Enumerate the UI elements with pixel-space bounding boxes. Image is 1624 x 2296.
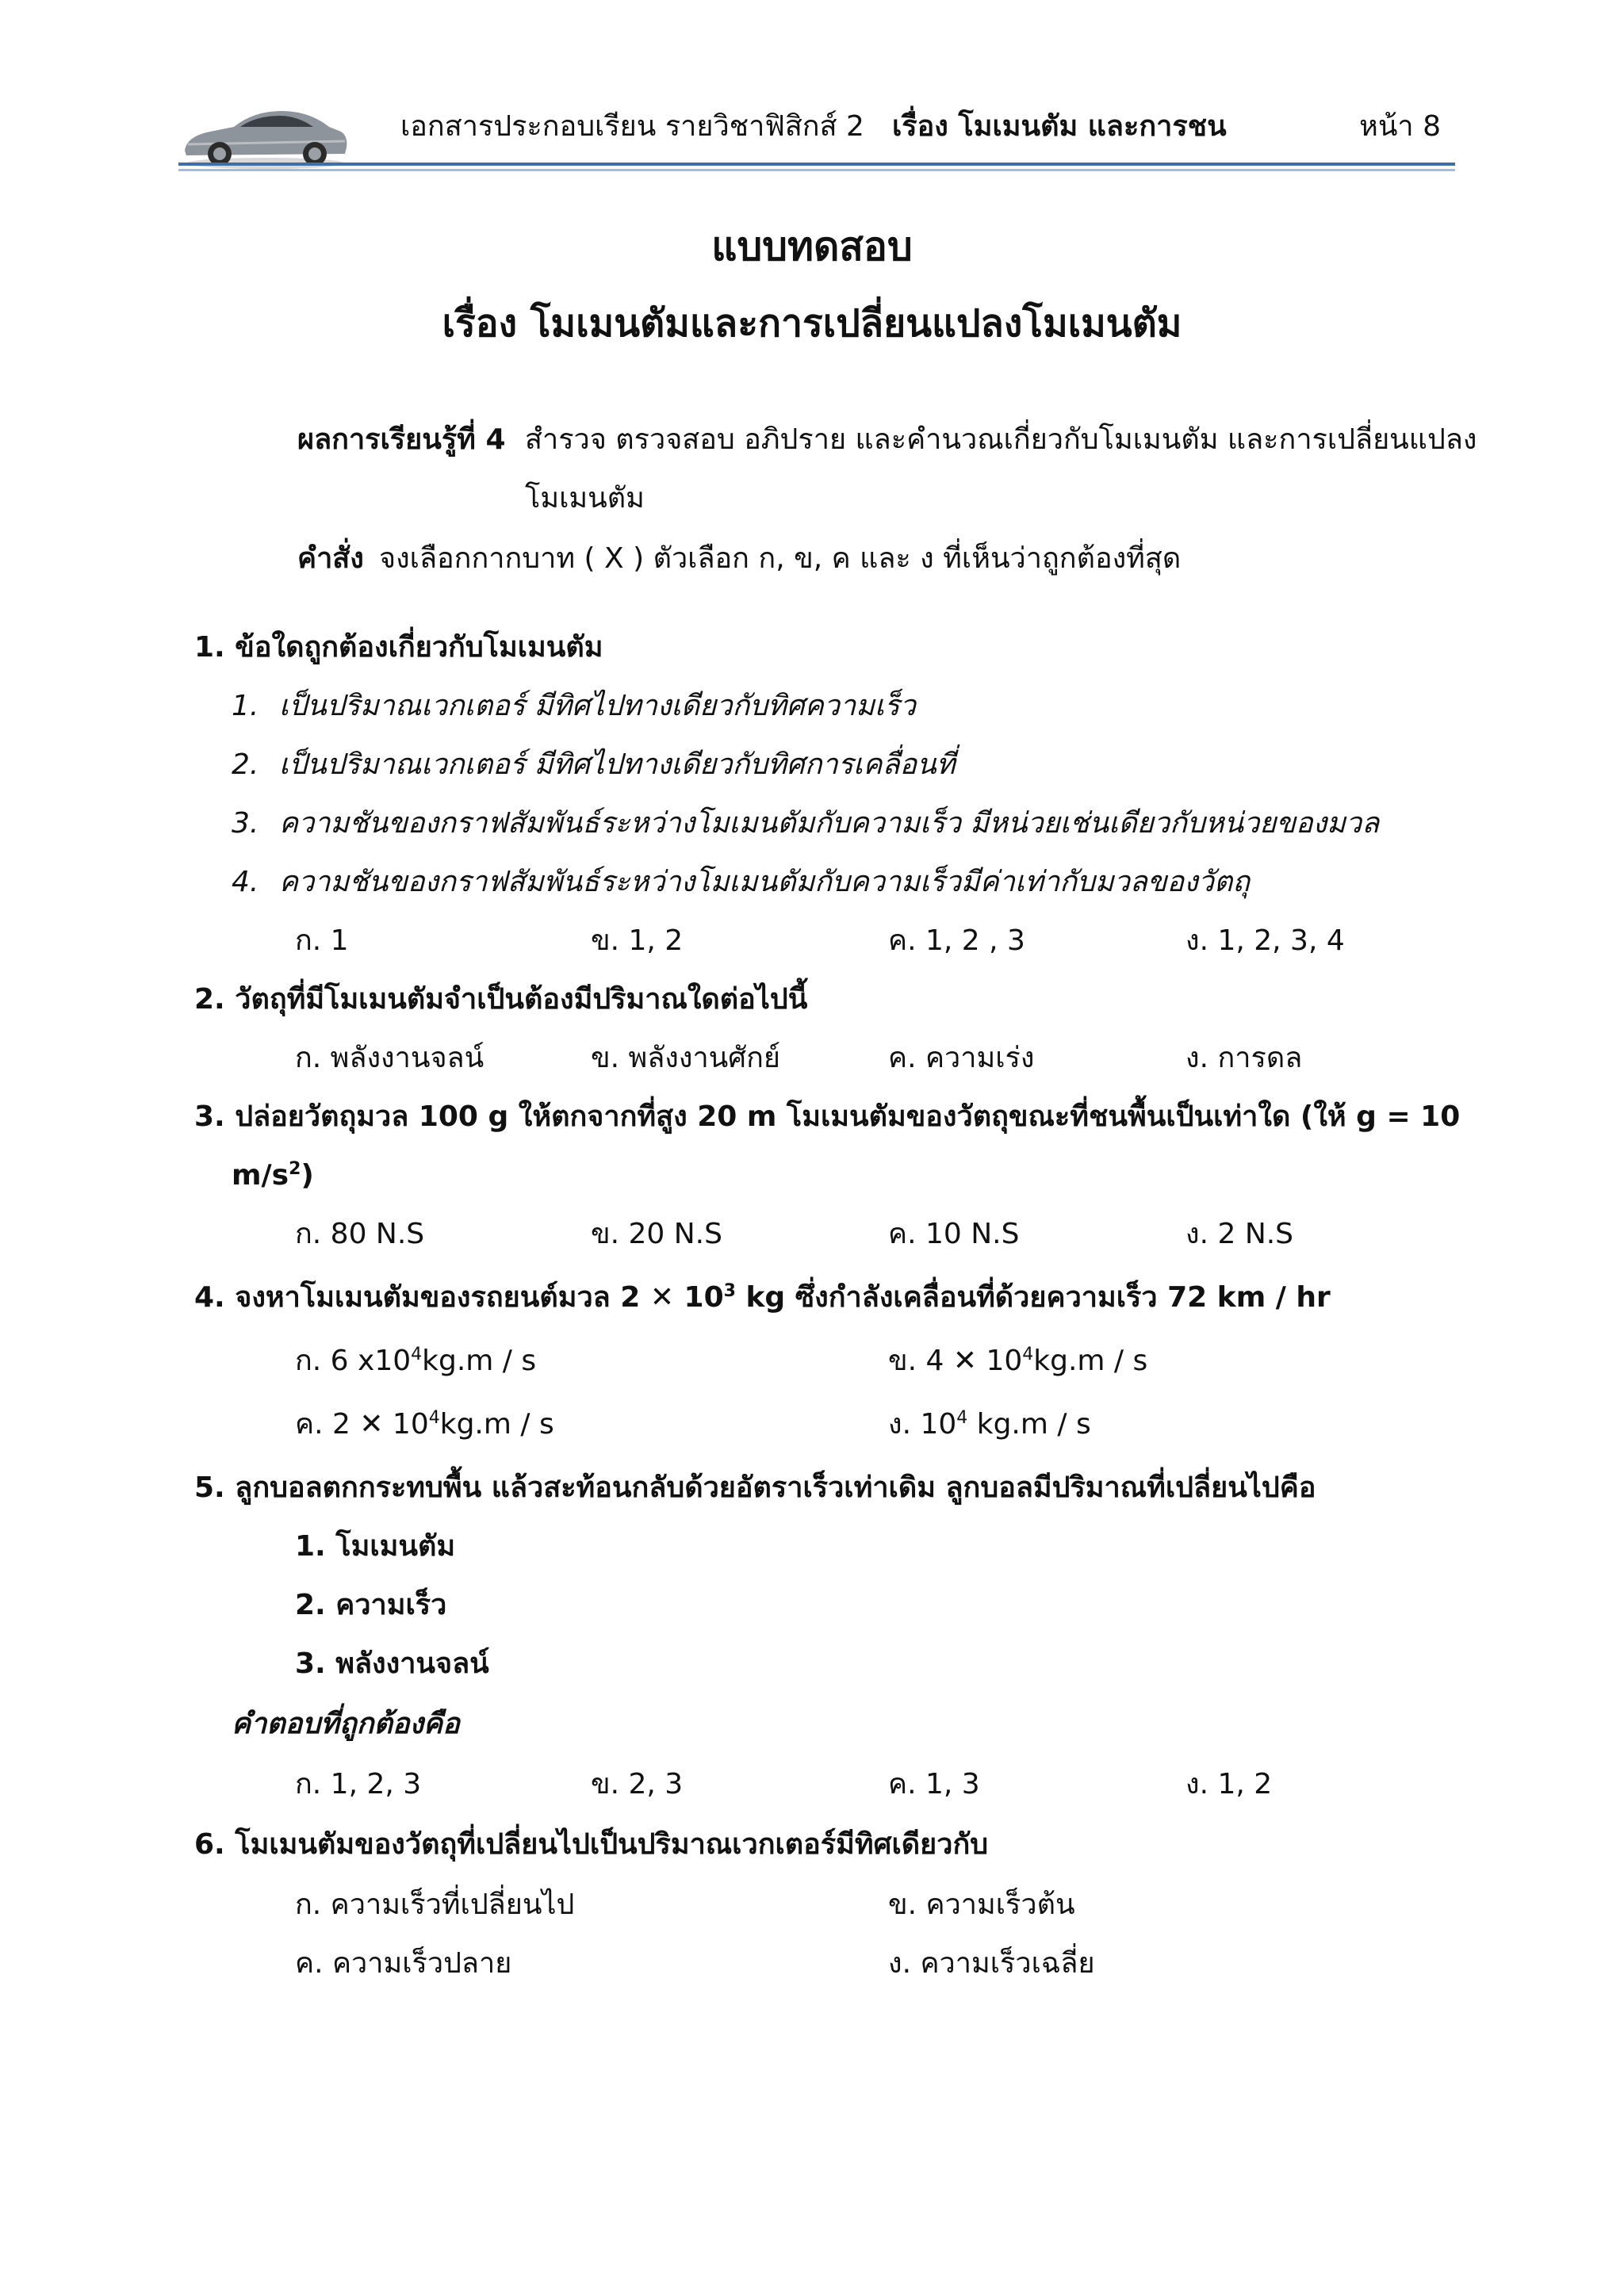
q1-choice-b[interactable]: ข. 1, 2 [591,924,684,957]
question-4: 4. จงหาโมเมนตัมของรถยนต์มวล 2 ✕ $10^3$ kg ซึ่งกำลังเคลื่อนที่ด้วยความเร็ว 72 km / hr [194,1281,1331,1314]
q5-item: 1. โมเมนตัม [295,1530,456,1563]
q1-choice-d[interactable]: ง. 1, 2, 3, 4 [1185,924,1345,957]
q1-statement: ความชันของกราฟสัมพันธ์ระหว่างโมเมนตัมกับความเร็ว มีหน่วยเช่นเดียวกับหน่วยของมวล [279,807,1380,840]
question-3-cont: $m/s^2$) [232,1159,314,1192]
q5-choice-b[interactable]: ข. 2, 3 [591,1768,684,1800]
q1-statement-num: 2. [232,748,259,781]
question-2: 2. วัตถุที่มีโมเมนตัมจำเป็นต้องมีปริมาณใดต่อไปนี้ [194,983,808,1016]
header-subject: เรื่อง โมเมนตัม และการชน [892,110,1227,143]
q2-choice-c[interactable]: ค. ความเร่ง [888,1042,1035,1074]
q1-statement-num: 4. [232,866,259,898]
objective-text: สำรวจ ตรวจสอบ อภิปราย และคำนวณเกี่ยวกับโมเมนตัม และการเปลี่ยนแปลง [525,423,1477,456]
objective-label: ผลการเรียนรู้ที่ 4 [297,423,506,456]
q5-choice-d[interactable]: ง. 1, 2 [1185,1768,1273,1800]
q5-item: 2. ความเร็ว [295,1589,447,1621]
q6-choice-b[interactable]: ข. ความเร็วต้น [888,1888,1075,1921]
q4-choice-d[interactable]: ง. $10^4$ kg.m / s [888,1408,1091,1441]
page-title: แบบทดสอบ [711,224,913,270]
q2-choice-b[interactable]: ข. พลังงานศักย์ [591,1042,781,1074]
q1-choice-a[interactable]: ก. 1 [295,924,349,957]
q3-choice-a[interactable]: ก. 80 N.S [295,1218,425,1250]
q2-choice-d[interactable]: ง. การดล [1185,1042,1303,1074]
header-divider-light [178,169,1455,171]
q5-answer-label: คำตอบที่ถูกต้องคือ [232,1708,460,1740]
page-subtitle: เรื่อง โมเมนตัมและการเปลี่ยนแปลงโมเมนตัม [442,301,1182,346]
q3-choice-c[interactable]: ค. 10 N.S [888,1218,1020,1250]
q1-choice-c[interactable]: ค. 1, 2 , 3 [888,924,1025,957]
q5-choice-a[interactable]: ก. 1, 2, 3 [295,1768,422,1800]
q1-statement: เป็นปริมาณเวกเตอร์ มีทิศไปทางเดียวกับทิศความเร็ว [279,690,916,722]
instruction-label: คำสั่ง [297,542,364,575]
car-icon [178,95,353,171]
q3-choice-b[interactable]: ข. 20 N.S [591,1218,722,1250]
q4-choice-c[interactable]: ค. 2 ✕ $10^4kg.m$ / s [295,1408,554,1441]
header-divider [178,163,1455,166]
header-page-number: หน้า 8 [1359,110,1441,143]
header-document-title: เอกสารประกอบเรียน รายวิชาฟิสิกส์ 2 [400,110,864,143]
q3-choice-d[interactable]: ง. 2 N.S [1185,1218,1294,1250]
question-3: 3. ปล่อยวัตถุมวล 100 g ให้ตกจากที่สูง 20 m โมเมนตัมของวัตถุขณะที่ชนพื้นเป็นเท่าใด (ให้ g = 10 [194,1100,1461,1133]
q6-choice-a[interactable]: ก. ความเร็วที่เปลี่ยนไป [295,1888,575,1921]
q1-statement-num: 3. [232,807,259,840]
q5-choice-c[interactable]: ค. 1, 3 [888,1768,980,1800]
instruction-text: จงเลือกกากบาท ( X ) ตัวเลือก ก, ข, ค และ ง ที่เห็นว่าถูกต้องที่สุด [379,542,1182,575]
q4-choice-b[interactable]: ข. 4 ✕ $10^4kg.m$ / s [888,1345,1148,1377]
q4-choice-a[interactable]: ก. 6 $x10^4kg.m$ / s [295,1345,537,1377]
q6-choice-d[interactable]: ง. ความเร็วเฉลี่ย [888,1947,1095,1980]
question-6: 6. โมเมนตัมของวัตถุที่เปลี่ยนไปเป็นปริมาณเวกเตอร์มีทิศเดียวกับ [194,1828,989,1861]
objective-text-cont: โมเมนตัม [525,482,645,515]
q1-statement-num: 1. [232,690,259,722]
q6-choice-c[interactable]: ค. ความเร็วปลาย [295,1947,512,1980]
q1-statement: ความชันของกราฟสัมพันธ์ระหว่างโมเมนตัมกับความเร็วมีค่าเท่ากับมวลของวัตถุ [279,866,1251,898]
q2-choice-a[interactable]: ก. พลังงานจลน์ [295,1042,485,1074]
question-5: 5. ลูกบอลตกกระทบพื้น แล้วสะท้อนกลับด้วยอัตราเร็วเท่าเดิม ลูกบอลมีปริมาณที่เปลี่ยนไปคือ [194,1471,1316,1504]
question-1: 1. ข้อใดถูกต้องเกี่ยวกับโมเมนตัม [194,631,603,664]
page-header [178,89,1455,176]
q1-statement: เป็นปริมาณเวกเตอร์ มีทิศไปทางเดียวกับทิศการเคลื่อนที่ [279,748,956,781]
q5-item: 3. พลังงานจลน์ [295,1647,489,1680]
